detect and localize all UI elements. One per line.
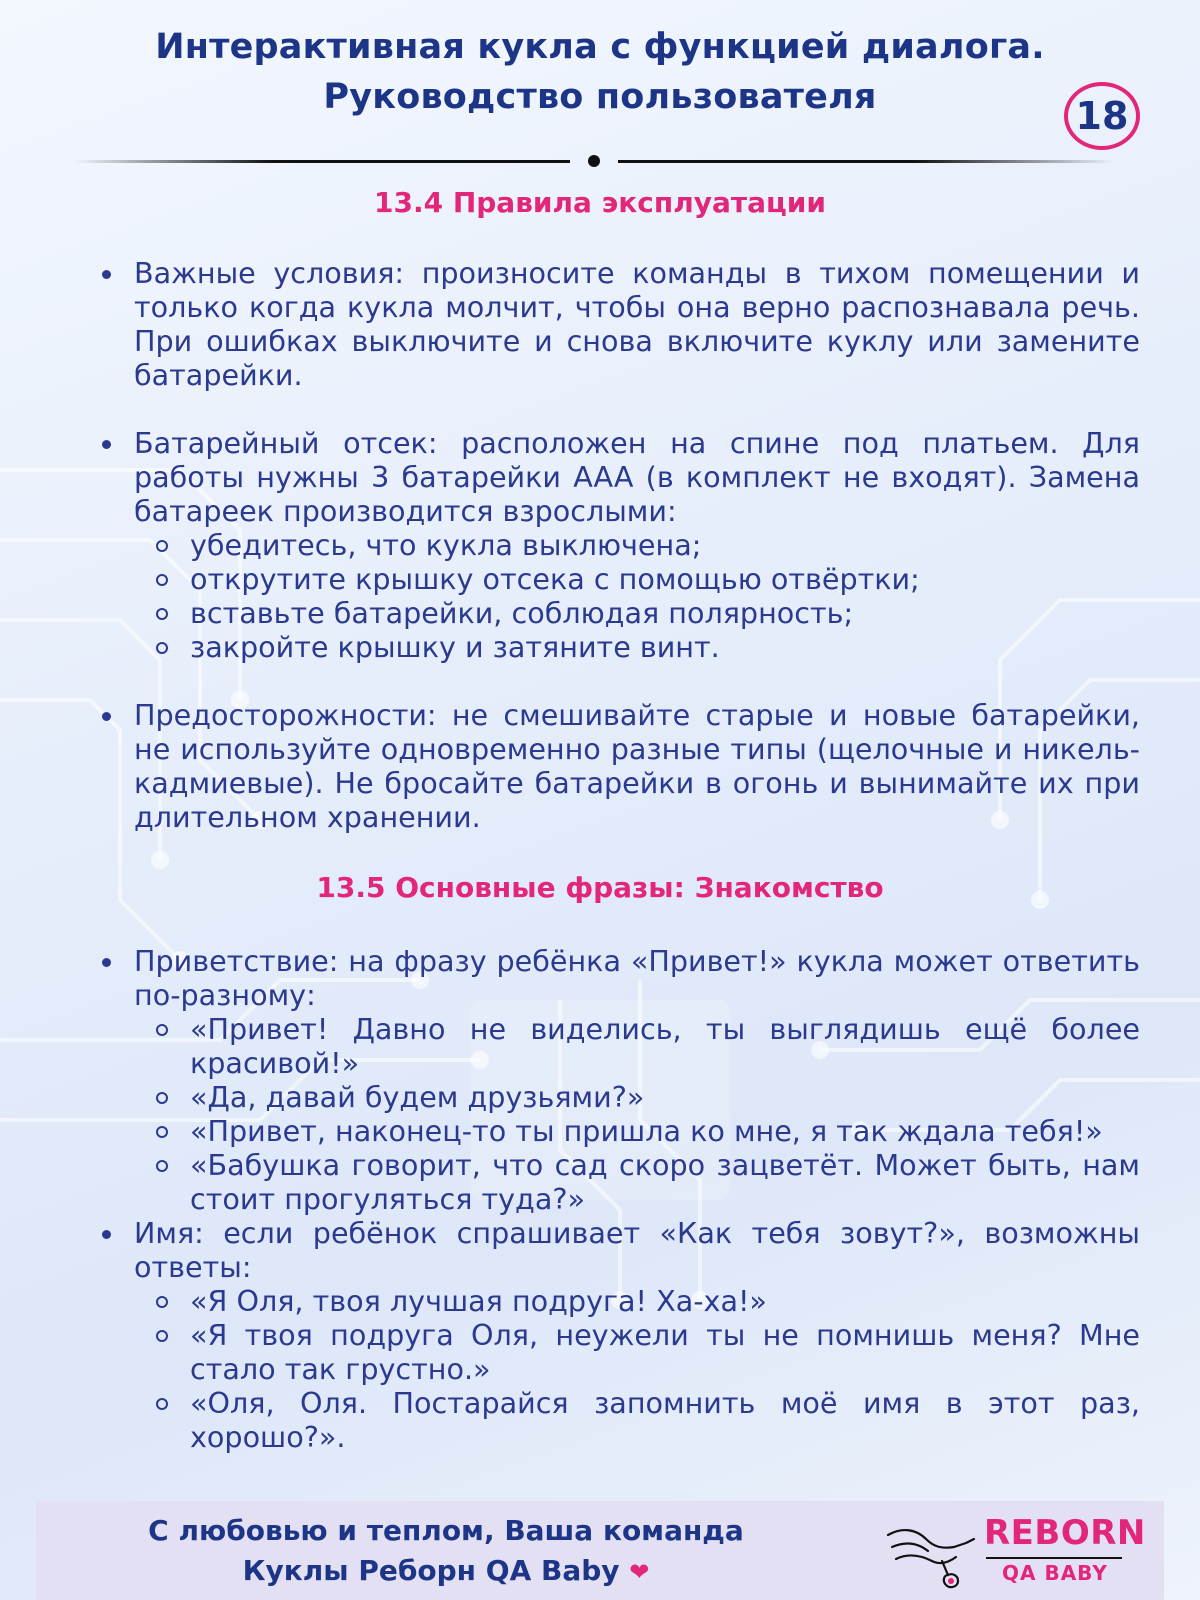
page-title-line2: Руководство пользователя — [323, 77, 877, 117]
list-item: Батарейный отсек: расположен на спине под платьем. Для работы нужны 3 батарейки AAA (в комплект не входят). Замена батареек производится взрослыми: — [96, 426, 1140, 528]
sub-list-item: открутите крышку отсека с помощью отвёртки; — [96, 562, 1140, 596]
list-item: Приветствие: на фразу ребёнка «Привет!» кукла может ответить по-разному: — [96, 944, 1140, 1012]
section-heading-13-4: 13.4 Правила эксплуатации — [373, 186, 826, 219]
sub-list-item: убедитесь, что кукла выключена; — [96, 528, 1140, 562]
logo-wordmark-top: REBORN — [984, 1513, 1146, 1553]
list-item: Предосторожности: не смешивайте старые и новые батарейки, не используйте одновременно разные типы (щелочные и никель-кадмиевые). Не бросайте батарейки в огонь и вынимайте их при длительном хранении. — [96, 698, 1140, 834]
footer-bar — [36, 1501, 1164, 1600]
heart-icon: ❤ — [629, 1558, 650, 1586]
sub-list-item: «Бабушка говорит, что сад скоро зацветёт. Может быть, нам стоит прогуляться туда?» — [96, 1148, 1140, 1216]
sub-list-item: «Привет! Давно не виделись, ты выглядишь ещё более красивой!» — [96, 1012, 1140, 1080]
list-item: Важные условия: произносите команды в тихом помещении и только когда кукла молчит, чтобы она верно распознавала речь. При ошибках выключите и снова включите куклу или замените батарейки. — [96, 256, 1140, 392]
brand-logo — [874, 1511, 1164, 1597]
list-item: Имя: если ребёнок спрашивает «Как тебя зовут?», возможны ответы: — [96, 1216, 1140, 1284]
stork-icon — [882, 1517, 980, 1595]
footer-line1: С любовью и теплом, Ваша команда — [148, 1514, 744, 1547]
page-number-badge: 18 — [1064, 82, 1140, 150]
page-title-line1: Интерактивная кукла с функцией диалога. — [155, 27, 1045, 67]
sub-list-item: «Я Оля, твоя лучшая подруга! Ха-ха!» — [96, 1284, 1140, 1318]
sub-list-item: «Да, давай будем друзьями?» — [96, 1080, 1140, 1114]
logo-wordmark-bottom: QA BABY — [1002, 1561, 1108, 1585]
section-13-4-content — [96, 256, 1140, 834]
sub-list-item: «Привет, наконец-то ты пришла ко мне, я так ждала тебя!» — [96, 1114, 1140, 1148]
footer-signature — [36, 1511, 856, 1592]
sub-list-item: закройте крышку и затяните винт. — [96, 630, 1140, 664]
sub-list-item: вставьте батарейки, соблюдая полярность; — [96, 596, 1140, 630]
footer-line2: Куклы Реборн QA Baby — [242, 1554, 620, 1587]
section-heading-13-5: 13.5 Основные фразы: Знакомство — [316, 871, 884, 904]
header-divider — [74, 153, 1114, 167]
sub-list-item: «Я твоя подруга Оля, неужели ты не помнишь меня? Мне стало так грустно.» — [96, 1318, 1140, 1386]
section-13-5-content — [96, 944, 1140, 1454]
page-header — [0, 22, 1200, 122]
sub-list-item: «Оля, Оля. Постарайся запомнить моё имя в этот раз, хорошо?». — [96, 1386, 1140, 1454]
